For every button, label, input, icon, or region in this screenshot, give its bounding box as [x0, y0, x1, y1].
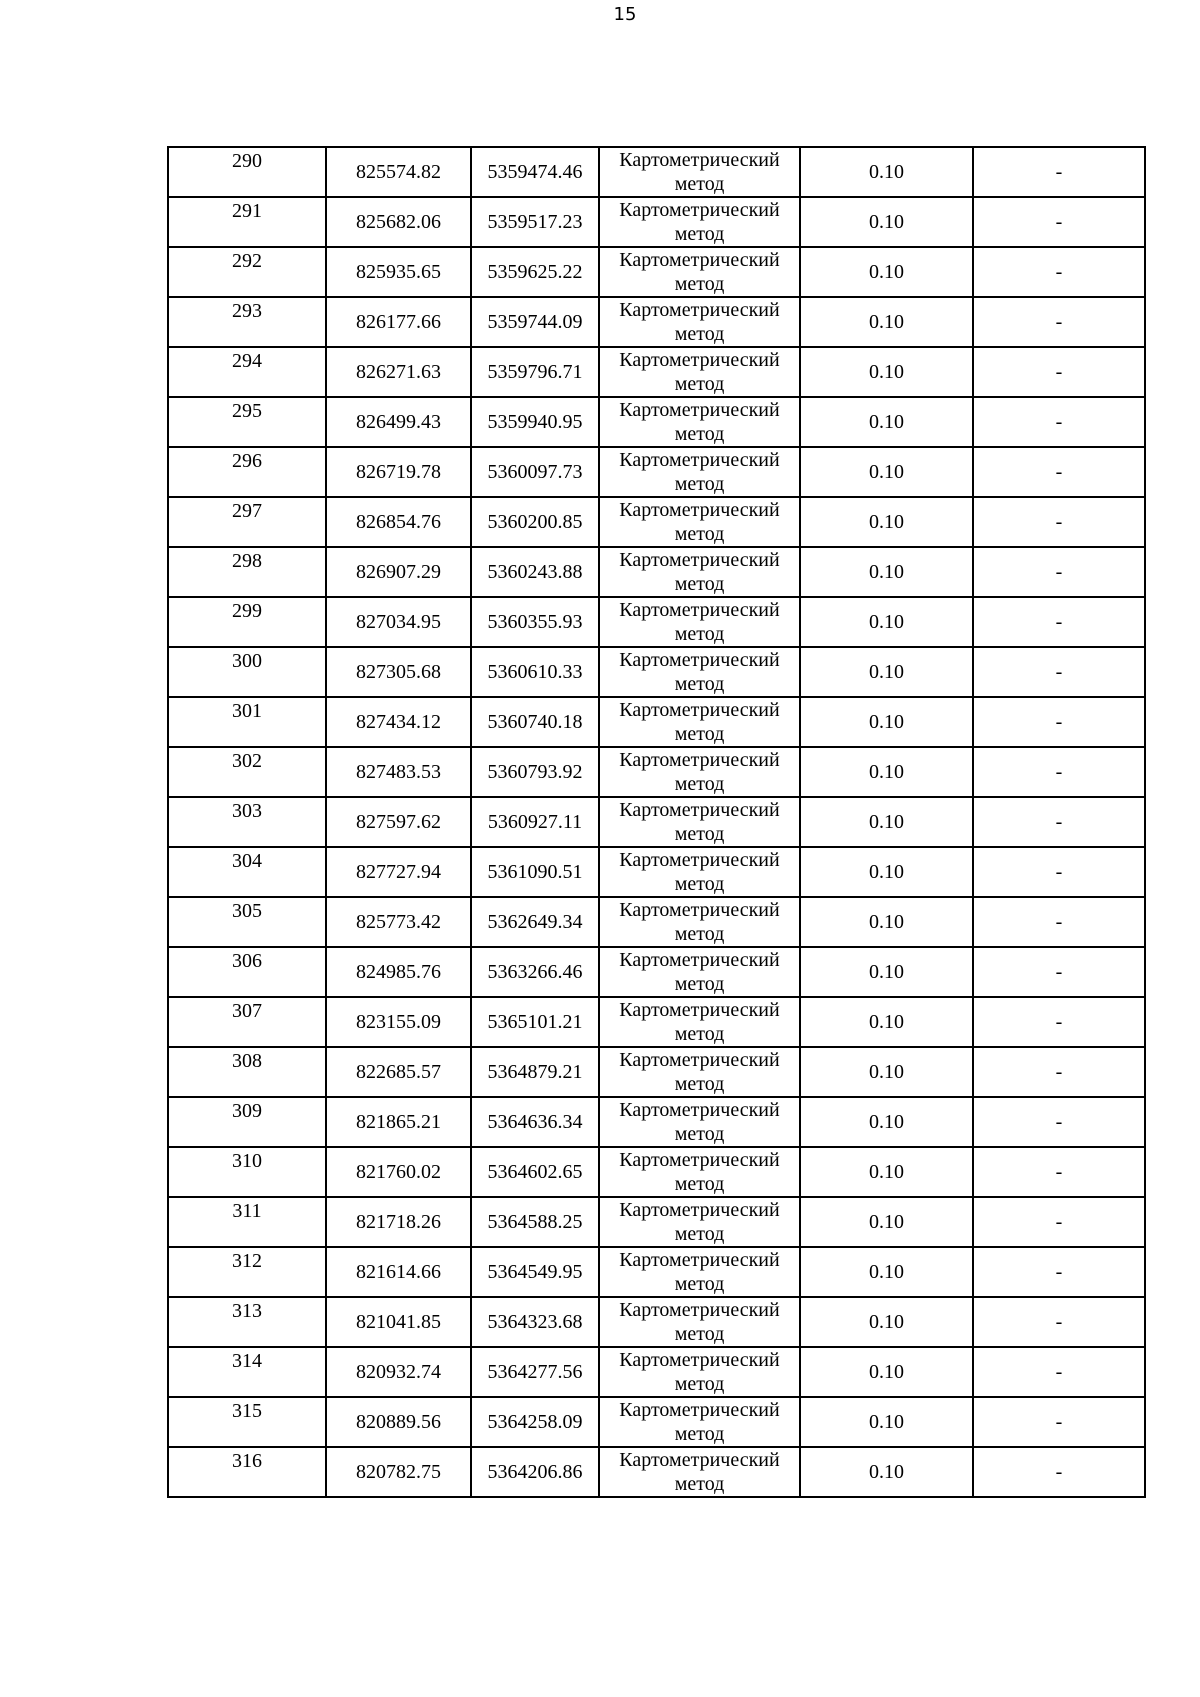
coordinates-table-body — [168, 147, 1145, 1497]
accuracy-cell: 0.10 — [800, 897, 973, 947]
point-number-cell: 302 — [168, 747, 326, 797]
point-number-cell: 293 — [168, 297, 326, 347]
x-coordinate-cell: 827727.94 — [326, 847, 471, 897]
x-coordinate-cell: 824985.76 — [326, 947, 471, 997]
method-line1: Картометрический — [619, 1099, 780, 1121]
method-line2: метод — [674, 473, 725, 495]
note-cell: - — [973, 597, 1145, 647]
note-cell: - — [973, 1197, 1145, 1247]
method-line1: Картометрический — [619, 1299, 780, 1321]
accuracy-cell: 0.10 — [800, 1097, 973, 1147]
method-line1: Картометрический — [619, 499, 780, 521]
point-number-cell: 312 — [168, 1247, 326, 1297]
method-line2: метод — [674, 173, 725, 195]
table-row — [168, 197, 1145, 247]
method-cell — [599, 597, 800, 647]
method-cell — [599, 1247, 800, 1297]
y-coordinate-cell: 5361090.51 — [471, 847, 599, 897]
method-cell — [599, 1447, 800, 1497]
x-coordinate-cell: 827483.53 — [326, 747, 471, 797]
table-row — [168, 297, 1145, 347]
method-cell — [599, 947, 800, 997]
point-number-cell: 299 — [168, 597, 326, 647]
note-cell: - — [973, 847, 1145, 897]
table-row — [168, 947, 1145, 997]
point-number-cell: 306 — [168, 947, 326, 997]
method-cell — [599, 697, 800, 747]
note-cell: - — [973, 347, 1145, 397]
x-coordinate-cell: 826499.43 — [326, 397, 471, 447]
method-cell — [599, 797, 800, 847]
method-line1: Картометрический — [619, 749, 780, 771]
point-number-cell: 295 — [168, 397, 326, 447]
accuracy-cell: 0.10 — [800, 997, 973, 1047]
x-coordinate-cell: 821718.26 — [326, 1197, 471, 1247]
point-number-cell: 314 — [168, 1347, 326, 1397]
accuracy-cell: 0.10 — [800, 197, 973, 247]
note-cell: - — [973, 897, 1145, 947]
method-cell — [599, 447, 800, 497]
accuracy-cell: 0.10 — [800, 497, 973, 547]
accuracy-cell: 0.10 — [800, 1447, 973, 1497]
x-coordinate-cell: 826907.29 — [326, 547, 471, 597]
accuracy-cell: 0.10 — [800, 1397, 973, 1447]
method-cell — [599, 1197, 800, 1247]
x-coordinate-cell: 821041.85 — [326, 1297, 471, 1347]
accuracy-cell: 0.10 — [800, 597, 973, 647]
x-coordinate-cell: 825773.42 — [326, 897, 471, 947]
note-cell: - — [973, 697, 1145, 747]
table-row — [168, 147, 1145, 197]
method-cell — [599, 247, 800, 297]
method-cell — [599, 1047, 800, 1097]
method-line2: метод — [674, 823, 725, 845]
method-line1: Картометрический — [619, 349, 780, 371]
y-coordinate-cell: 5363266.46 — [471, 947, 599, 997]
point-number-cell: 296 — [168, 447, 326, 497]
method-line2: метод — [674, 1323, 725, 1345]
table-row — [168, 1397, 1145, 1447]
x-coordinate-cell: 827305.68 — [326, 647, 471, 697]
note-cell: - — [973, 147, 1145, 197]
x-coordinate-cell: 820932.74 — [326, 1347, 471, 1397]
note-cell: - — [973, 1147, 1145, 1197]
note-cell: - — [973, 1047, 1145, 1097]
note-cell: - — [973, 797, 1145, 847]
point-number-cell: 316 — [168, 1447, 326, 1497]
x-coordinate-cell: 826719.78 — [326, 447, 471, 497]
y-coordinate-cell: 5360243.88 — [471, 547, 599, 597]
table-row — [168, 1447, 1145, 1497]
method-line2: метод — [674, 273, 725, 295]
note-cell: - — [973, 297, 1145, 347]
point-number-cell: 301 — [168, 697, 326, 747]
method-cell — [599, 1097, 800, 1147]
method-line2: метод — [674, 523, 725, 545]
y-coordinate-cell: 5364636.34 — [471, 1097, 599, 1147]
y-coordinate-cell: 5362649.34 — [471, 897, 599, 947]
point-number-cell: 304 — [168, 847, 326, 897]
y-coordinate-cell: 5360740.18 — [471, 697, 599, 747]
method-line1: Картометрический — [619, 1149, 780, 1171]
method-line2: метод — [674, 873, 725, 895]
y-coordinate-cell: 5359517.23 — [471, 197, 599, 247]
method-line1: Картометрический — [619, 1349, 780, 1371]
method-cell — [599, 1297, 800, 1347]
method-line1: Картометрический — [619, 449, 780, 471]
method-cell — [599, 1147, 800, 1197]
page-number: 15 — [613, 4, 637, 25]
note-cell: - — [973, 397, 1145, 447]
method-line1: Картометрический — [619, 1249, 780, 1271]
method-line1: Картометрический — [619, 249, 780, 271]
method-line2: метод — [674, 1073, 725, 1095]
method-cell — [599, 1347, 800, 1397]
point-number-cell: 298 — [168, 547, 326, 597]
x-coordinate-cell: 820889.56 — [326, 1397, 471, 1447]
x-coordinate-cell: 825574.82 — [326, 147, 471, 197]
method-line1: Картометрический — [619, 899, 780, 921]
method-line1: Картометрический — [619, 1049, 780, 1071]
accuracy-cell: 0.10 — [800, 797, 973, 847]
y-coordinate-cell: 5360200.85 — [471, 497, 599, 547]
table-row — [168, 497, 1145, 547]
method-line1: Картометрический — [619, 299, 780, 321]
method-line2: метод — [674, 1023, 725, 1045]
point-number-cell: 300 — [168, 647, 326, 697]
method-line1: Картометрический — [619, 549, 780, 571]
table-row — [168, 797, 1145, 847]
accuracy-cell: 0.10 — [800, 147, 973, 197]
method-line1: Картометрический — [619, 699, 780, 721]
x-coordinate-cell: 825935.65 — [326, 247, 471, 297]
y-coordinate-cell: 5359625.22 — [471, 247, 599, 297]
table-row — [168, 397, 1145, 447]
method-line2: метод — [674, 723, 725, 745]
y-coordinate-cell: 5359474.46 — [471, 147, 599, 197]
table-row — [168, 547, 1145, 597]
x-coordinate-cell: 827434.12 — [326, 697, 471, 747]
x-coordinate-cell: 822685.57 — [326, 1047, 471, 1097]
accuracy-cell: 0.10 — [800, 1247, 973, 1297]
method-cell — [599, 297, 800, 347]
accuracy-cell: 0.10 — [800, 1297, 973, 1347]
accuracy-cell: 0.10 — [800, 1047, 973, 1097]
point-number-cell: 294 — [168, 347, 326, 397]
note-cell: - — [973, 247, 1145, 297]
method-line1: Картометрический — [619, 599, 780, 621]
method-line2: метод — [674, 973, 725, 995]
method-line2: метод — [674, 923, 725, 945]
x-coordinate-cell: 821865.21 — [326, 1097, 471, 1147]
y-coordinate-cell: 5359940.95 — [471, 397, 599, 447]
method-line1: Картометрический — [619, 799, 780, 821]
method-line1: Картометрический — [619, 999, 780, 1021]
y-coordinate-cell: 5359744.09 — [471, 297, 599, 347]
table-row — [168, 1097, 1145, 1147]
method-line2: метод — [674, 223, 725, 245]
note-cell: - — [973, 1247, 1145, 1297]
method-line2: метод — [674, 673, 725, 695]
method-line2: метод — [674, 373, 725, 395]
point-number-cell: 290 — [168, 147, 326, 197]
method-line1: Картометрический — [619, 649, 780, 671]
y-coordinate-cell: 5364323.68 — [471, 1297, 599, 1347]
method-line1: Картометрический — [619, 399, 780, 421]
point-number-cell: 292 — [168, 247, 326, 297]
coordinates-table — [167, 146, 1146, 1498]
point-number-cell: 309 — [168, 1097, 326, 1147]
note-cell: - — [973, 447, 1145, 497]
point-number-cell: 303 — [168, 797, 326, 847]
note-cell: - — [973, 647, 1145, 697]
point-number-cell: 307 — [168, 997, 326, 1047]
y-coordinate-cell: 5365101.21 — [471, 997, 599, 1047]
x-coordinate-cell: 821760.02 — [326, 1147, 471, 1197]
note-cell: - — [973, 747, 1145, 797]
table-row — [168, 747, 1145, 797]
note-cell: - — [973, 1447, 1145, 1497]
accuracy-cell: 0.10 — [800, 1147, 973, 1197]
method-line1: Картометрический — [619, 1399, 780, 1421]
point-number-cell: 291 — [168, 197, 326, 247]
method-line2: метод — [674, 1373, 725, 1395]
method-line1: Картометрический — [619, 149, 780, 171]
method-line2: метод — [674, 1223, 725, 1245]
accuracy-cell: 0.10 — [800, 447, 973, 497]
table-row — [168, 1347, 1145, 1397]
method-line2: метод — [674, 1123, 725, 1145]
table-row — [168, 697, 1145, 747]
x-coordinate-cell: 821614.66 — [326, 1247, 471, 1297]
y-coordinate-cell: 5360610.33 — [471, 647, 599, 697]
note-cell: - — [973, 497, 1145, 547]
y-coordinate-cell: 5364588.25 — [471, 1197, 599, 1247]
method-cell — [599, 897, 800, 947]
method-line2: метод — [674, 1423, 725, 1445]
table-row — [168, 1047, 1145, 1097]
y-coordinate-cell: 5364602.65 — [471, 1147, 599, 1197]
x-coordinate-cell: 827034.95 — [326, 597, 471, 647]
method-line2: метод — [674, 573, 725, 595]
method-cell — [599, 547, 800, 597]
method-line1: Картометрический — [619, 849, 780, 871]
table-row — [168, 897, 1145, 947]
accuracy-cell: 0.10 — [800, 647, 973, 697]
point-number-cell: 310 — [168, 1147, 326, 1197]
accuracy-cell: 0.10 — [800, 1197, 973, 1247]
note-cell: - — [973, 197, 1145, 247]
method-cell — [599, 1397, 800, 1447]
x-coordinate-cell: 826854.76 — [326, 497, 471, 547]
table-row — [168, 247, 1145, 297]
method-cell — [599, 997, 800, 1047]
point-number-cell: 297 — [168, 497, 326, 547]
y-coordinate-cell: 5364879.21 — [471, 1047, 599, 1097]
method-cell — [599, 497, 800, 547]
note-cell: - — [973, 547, 1145, 597]
note-cell: - — [973, 947, 1145, 997]
method-line1: Картометрический — [619, 949, 780, 971]
method-cell — [599, 197, 800, 247]
point-number-cell: 305 — [168, 897, 326, 947]
accuracy-cell: 0.10 — [800, 347, 973, 397]
table-row — [168, 647, 1145, 697]
table-row — [168, 1297, 1145, 1347]
table-row — [168, 847, 1145, 897]
table-row — [168, 347, 1145, 397]
accuracy-cell: 0.10 — [800, 947, 973, 997]
y-coordinate-cell: 5359796.71 — [471, 347, 599, 397]
method-line2: метод — [674, 1473, 725, 1495]
note-cell: - — [973, 1397, 1145, 1447]
method-line2: метод — [674, 1173, 725, 1195]
accuracy-cell: 0.10 — [800, 397, 973, 447]
table-row — [168, 447, 1145, 497]
x-coordinate-cell: 826271.63 — [326, 347, 471, 397]
x-coordinate-cell: 826177.66 — [326, 297, 471, 347]
accuracy-cell: 0.10 — [800, 697, 973, 747]
method-cell — [599, 847, 800, 897]
method-line2: метод — [674, 323, 725, 345]
table-row — [168, 1247, 1145, 1297]
point-number-cell: 313 — [168, 1297, 326, 1347]
y-coordinate-cell: 5360097.73 — [471, 447, 599, 497]
x-coordinate-cell: 823155.09 — [326, 997, 471, 1047]
accuracy-cell: 0.10 — [800, 547, 973, 597]
x-coordinate-cell: 820782.75 — [326, 1447, 471, 1497]
method-line2: метод — [674, 773, 725, 795]
method-line1: Картометрический — [619, 1199, 780, 1221]
table-row — [168, 597, 1145, 647]
accuracy-cell: 0.10 — [800, 747, 973, 797]
y-coordinate-cell: 5364206.86 — [471, 1447, 599, 1497]
accuracy-cell: 0.10 — [800, 1347, 973, 1397]
note-cell: - — [973, 1347, 1145, 1397]
method-cell — [599, 747, 800, 797]
x-coordinate-cell: 827597.62 — [326, 797, 471, 847]
method-line2: метод — [674, 423, 725, 445]
point-number-cell: 315 — [168, 1397, 326, 1447]
note-cell: - — [973, 1097, 1145, 1147]
method-cell — [599, 347, 800, 397]
method-cell — [599, 647, 800, 697]
y-coordinate-cell: 5364277.56 — [471, 1347, 599, 1397]
table-row — [168, 997, 1145, 1047]
note-cell: - — [973, 997, 1145, 1047]
accuracy-cell: 0.10 — [800, 847, 973, 897]
method-line1: Картометрический — [619, 199, 780, 221]
note-cell: - — [973, 1297, 1145, 1347]
y-coordinate-cell: 5360927.11 — [471, 797, 599, 847]
accuracy-cell: 0.10 — [800, 297, 973, 347]
y-coordinate-cell: 5360355.93 — [471, 597, 599, 647]
method-line2: метод — [674, 623, 725, 645]
method-line2: метод — [674, 1273, 725, 1295]
method-line1: Картометрический — [619, 1449, 780, 1471]
table-row — [168, 1147, 1145, 1197]
method-cell — [599, 397, 800, 447]
point-number-cell: 308 — [168, 1047, 326, 1097]
method-cell — [599, 147, 800, 197]
y-coordinate-cell: 5360793.92 — [471, 747, 599, 797]
accuracy-cell: 0.10 — [800, 247, 973, 297]
y-coordinate-cell: 5364258.09 — [471, 1397, 599, 1447]
point-number-cell: 311 — [168, 1197, 326, 1247]
x-coordinate-cell: 825682.06 — [326, 197, 471, 247]
table-row — [168, 1197, 1145, 1247]
y-coordinate-cell: 5364549.95 — [471, 1247, 599, 1297]
